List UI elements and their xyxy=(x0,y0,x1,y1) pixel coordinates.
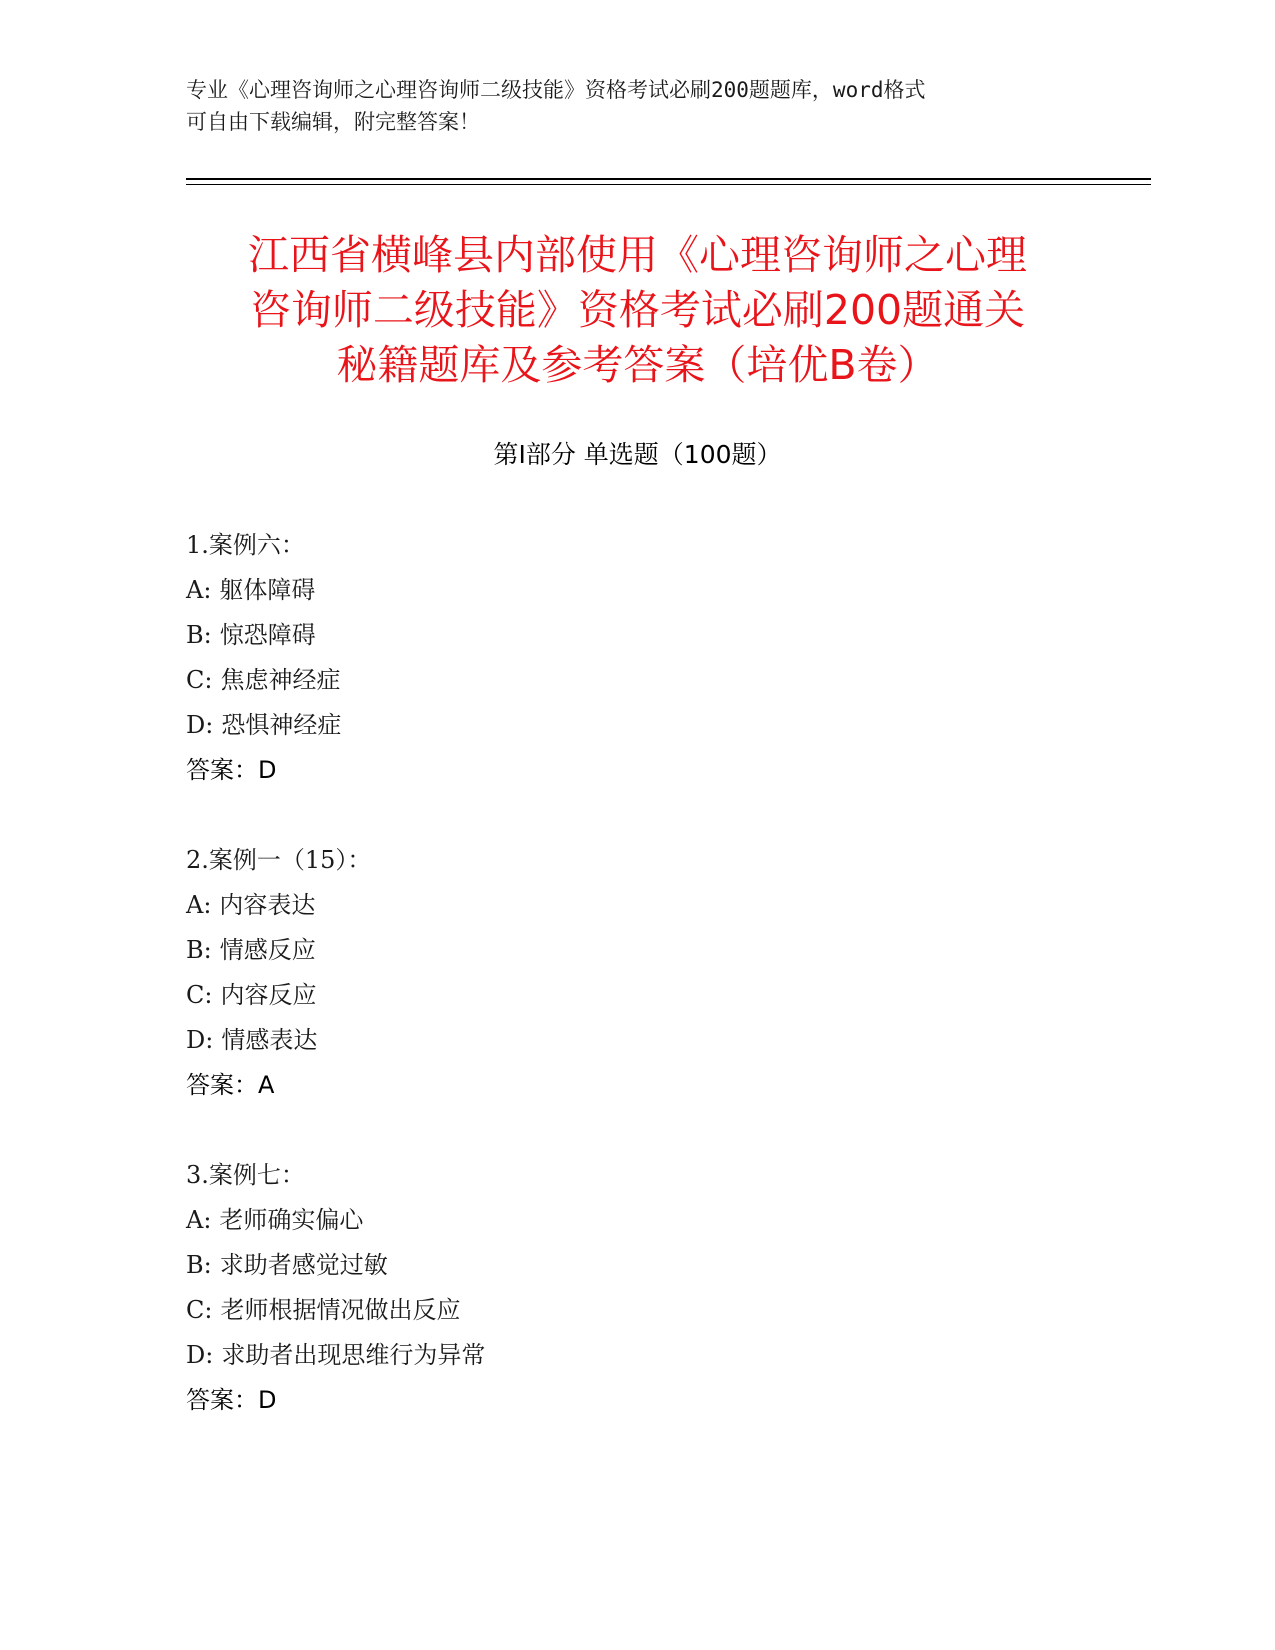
option-label: C: xyxy=(186,666,213,694)
option-label: B: xyxy=(186,1251,212,1279)
option-label: C: xyxy=(186,1296,213,1324)
option-label: C: xyxy=(186,981,213,1009)
option-text: 情感表达 xyxy=(221,1026,318,1054)
option-label: A: xyxy=(186,576,212,604)
title-line2: 咨询师二级技能》资格考试必刷200题通关 xyxy=(249,286,1026,334)
title-line1: 江西省横峰县内部使用《心理咨询师之心理 xyxy=(248,231,1027,279)
option-label: D: xyxy=(186,711,214,739)
option-d xyxy=(186,1335,1086,1380)
option-a xyxy=(186,885,1086,930)
title-line3: 秘籍题库及参考答案（培优B卷） xyxy=(336,341,939,389)
question-3 xyxy=(186,1155,1086,1425)
option-a xyxy=(186,1200,1086,1245)
option-c xyxy=(186,1290,1086,1335)
option-c xyxy=(186,975,1086,1020)
document-title xyxy=(150,228,1125,393)
option-text: 内容反应 xyxy=(220,981,317,1009)
answer: 答案：D xyxy=(186,1386,277,1414)
option-text: 情感反应 xyxy=(219,936,316,964)
question-stem: 2.案例一（15）： xyxy=(186,846,372,874)
option-label: B: xyxy=(186,936,212,964)
header-divider-thick xyxy=(186,178,1151,180)
option-label: A: xyxy=(186,891,212,919)
option-text: 老师确实偏心 xyxy=(219,1206,364,1234)
option-b xyxy=(186,615,1086,660)
option-label: D: xyxy=(186,1026,214,1054)
option-b xyxy=(186,930,1086,975)
option-b xyxy=(186,1245,1086,1290)
option-text: 老师根据情况做出反应 xyxy=(220,1296,461,1324)
question-stem: 1.案例六： xyxy=(186,531,305,559)
option-text: 惊恐障碍 xyxy=(219,621,316,649)
option-label: A: xyxy=(186,1206,212,1234)
header-note-line1: 专业《心理咨询师之心理咨询师二级技能》资格考试必刷200题题库，word格式 xyxy=(186,78,926,102)
option-text: 内容表达 xyxy=(219,891,316,919)
option-label: B: xyxy=(186,621,212,649)
option-a xyxy=(186,570,1086,615)
answer: 答案：D xyxy=(186,756,277,784)
option-d xyxy=(186,1020,1086,1065)
header-note-line2: 可自由下载编辑，附完整答案！ xyxy=(186,110,480,134)
question-1 xyxy=(186,525,1086,795)
option-text: 求助者感觉过敏 xyxy=(219,1251,388,1279)
answer: 答案：A xyxy=(186,1071,275,1099)
option-text: 躯体障碍 xyxy=(219,576,316,604)
option-text: 求助者出现思维行为异常 xyxy=(221,1341,486,1369)
option-d xyxy=(186,705,1086,750)
question-stem: 3.案例七： xyxy=(186,1161,305,1189)
option-text: 焦虑神经症 xyxy=(220,666,341,694)
option-text: 恐惧神经症 xyxy=(221,711,342,739)
option-label: D: xyxy=(186,1341,214,1369)
header-note xyxy=(186,74,1086,138)
question-2 xyxy=(186,840,1086,1110)
header-divider-thin xyxy=(186,184,1151,185)
section-title: 第Ⅰ部分 单选题（100题） xyxy=(493,440,782,469)
question-list xyxy=(186,525,1086,1470)
option-c xyxy=(186,660,1086,705)
